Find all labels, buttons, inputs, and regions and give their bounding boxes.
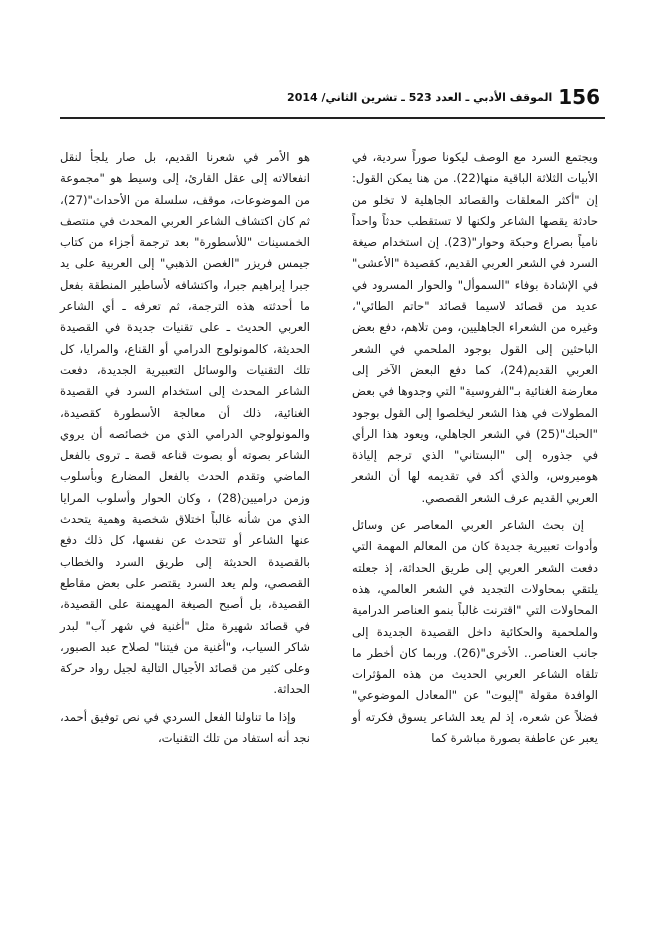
header-divider xyxy=(60,117,605,119)
issue-info: الموقف الأدبي ـ العدد 523 ـ تشرين الثاني/ 2014 xyxy=(287,90,553,104)
paragraph: هو الأمر في شعرنا القديم، بل صار يلجأ لنقل انفعالاته إلى عقل القارئ، إلى وسيط هو "مجموعة من الموضوعات، موقف، سلسلة من الأحداث"(27)، ثم كان اكتشاف الشاعر العربي المحدث في منتصف الخمسينات "للأسطورة" بعد ترجمة أجزاء من كتاب جيمس فريزر "الغصن الذهبي" إلى العربية على يد جبرا إبراهيم جبرا، واكتشافه لأساطير المنطقة بفعل ما أحدثته هذه الترجمة، ثم تعرفه ـ أي الشاعر العربي الحديث ـ على تقنيات جديدة في القصيدة الحديثة، كالمونولوج الدرامي أو القناع، والمرايا، كل تلك التقنيات والوسائل التعبيرية الجديدة، دفعت الشاعر المحدث إلى استخدام السرد في القصيدة الغنائية، ذلك أن معالجة الأسطورة كقصيدة، والمونولوجي الدرامي الذي من خصائصه أن يروي الشاعر بصوته أو بصوت قناعه قصة ـ تروى بالفعل الماضي وتقدم الحدث بالفعل المضارع وبأسلوب وزمن دراميين(28) ، وكان الحوار وأسلوب المرايا الذي من شأنه غالباً اختلاق شخصية وهمية يتحدث عنها الشاعر أو تتحدث عن نفسها، كل ذلك دفع بالقصيدة الحديثة إلى طريق السرد والخطاب القصصي، ولم يعد السرد يقتصر على بعض مقاطع القصيدة، بل أصبح الصيغة المهيمنة على القصيدة، في قصائد شهيرة مثل "أغنية في شهر آب" لبدر شاكر السياب، و"أغنية من فيتنا" لصلاح عبد الصبور، وعلى كثير من قصائد الأجيال التالية لجيل رواد حركة الحداثة. xyxy=(60,150,310,697)
paragraph: ويجتمع السرد مع الوصف ليكونا صوراً سردية، في الأبيات الثلاثة الباقية منها(22). من هنا يمكن القول: إن "أكثر المعلقات والقصائد الجاهلية لا تخلو من حادثة يقصها الشاعر ولكنها لا تستقطب حدثاً واحداً نامياً بصراع وحبكة وحوار"(23). إن استخدام صيغة السرد في الشعر العربي القديم، كقصيدة "الأعشى" في الإشادة بوفاء "السموأل" والحوار المسرود في عديد من قصائد لاسيما قصائد "حاتم الطائي"، وغيره من الشعراء الجاهليين، ومن تلاهم، دفع بعض الباحثين إلى القول بوجود الملحمي في الشعر العربي القديم(24)، كما دفع البعض الآخر إلى معارضة الغنائية بـ"الفروسية" التي وجدوها في بعض المطولات في هذا الشعر ليخلصوا إلى القول بوجود "الحبك"(25) في الشعر الجاهلي، ويعود هذا الرأي في جذوره إلى "البستاني" الذي ترجم إلياذة هوميروس، والذي أكد في تقديمه لها أن الشعر العربي القديم عرف الشعر القصصي. xyxy=(352,150,598,505)
paragraph: إن بحث الشاعر العربي المعاصر عن وسائل وأدوات تعبيرية جديدة كان من المعالم المهمة التي دفعت الشعر العربي إلى طريق الحداثة، إذ جعلته يلتقي بمحاولات التجديد في الشعر العالمي، هذه المحاولات التي "اقترنت غالباً بنمو العناصر الدرامية والملحمية والحكائية داخل القصيدة الجديدة إلى جانب العناصر.. الأخرى"(26). وربما كان أخطر ما تلقاه الشاعر العربي الحديث من هذه المؤثرات الوافدة مقولة "إليوت" عن "المعادل الموضوعي" فضلاً عن شعره، إذ لم يعد الشاعر يسوق فكرته أو يعبر عن عاطفة بصورة مباشرة كما xyxy=(352,518,599,746)
page-number: 156 xyxy=(558,85,600,109)
paragraph: وإذا ما تناولنا الفعل السردي في نص توفيق أحمد، نجد أنه استفاد من تلك التقنيات، xyxy=(60,709,310,746)
left-column xyxy=(60,147,310,749)
page-header xyxy=(287,82,600,112)
right-column xyxy=(352,147,598,749)
